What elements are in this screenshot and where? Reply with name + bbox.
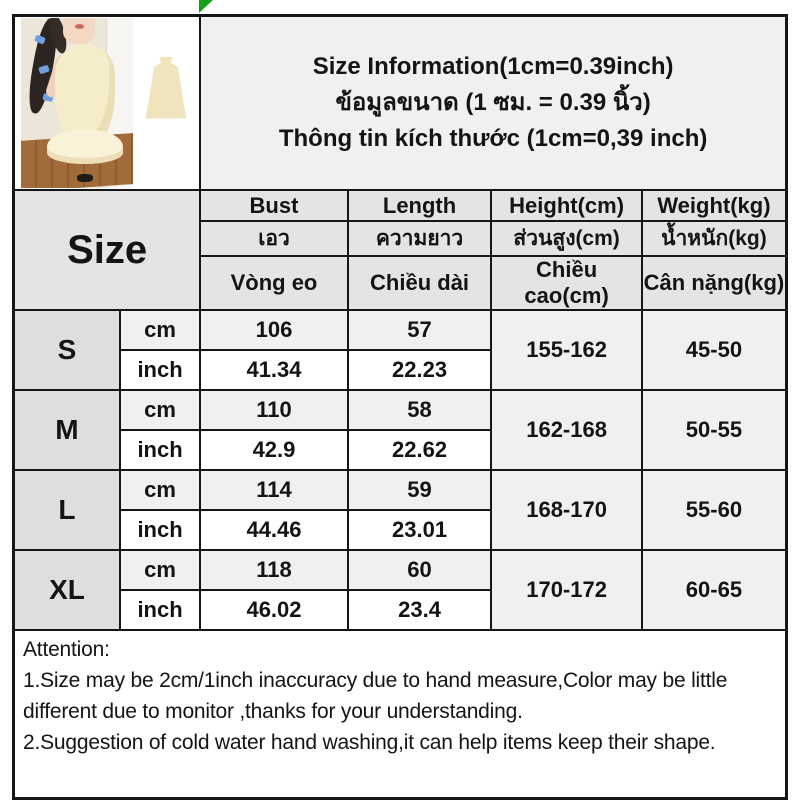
- photo-sandal: [77, 174, 93, 182]
- col-header-bust-th: เอว: [200, 221, 348, 256]
- col-header-weight-th: น้ำหนัก(kg): [642, 221, 787, 256]
- bust-cm-m: 110: [200, 390, 348, 430]
- model-photo: [21, 18, 133, 188]
- length-cm-s: 57: [348, 310, 492, 350]
- length-inch-xl: 23.4: [348, 590, 492, 630]
- column-header-row-en: [14, 190, 787, 221]
- table-row-m-cm: [14, 390, 787, 430]
- size-info-title-cell: [200, 16, 786, 191]
- bust-inch-l: 44.46: [200, 510, 348, 550]
- unit-label-cm: cm: [120, 550, 200, 590]
- height-range-xl: 170-172: [491, 550, 642, 630]
- attention-note-1: 1.Size may be 2cm/1inch inaccuracy due to hand measure,Color may be little different due to monitor ,thanks for your understanding.: [23, 669, 728, 723]
- col-header-height-vi: Chiều cao(cm): [491, 256, 642, 310]
- height-range-m: 162-168: [491, 390, 642, 470]
- unit-label-inch: inch: [120, 350, 200, 390]
- unit-label-cm: cm: [120, 390, 200, 430]
- unit-label-inch: inch: [120, 430, 200, 470]
- unit-label-cm: cm: [120, 470, 200, 510]
- product-garment-shape: [143, 57, 189, 121]
- photo-dress-ruffle: [47, 130, 123, 164]
- bust-cm-xl: 118: [200, 550, 348, 590]
- title-english: Size Information(1cm=0.39inch): [312, 53, 674, 80]
- photo-lips: [75, 24, 84, 29]
- table-row-s-cm: [14, 310, 787, 350]
- product-photos-cell: [14, 16, 201, 191]
- header-row-top: [14, 16, 787, 191]
- attention-row: [14, 630, 787, 799]
- size-label-m: M: [14, 390, 120, 470]
- col-header-weight-vi: Cân nặng(kg): [642, 256, 787, 310]
- weight-range-l: 55-60: [642, 470, 787, 550]
- bust-cm-s: 106: [200, 310, 348, 350]
- length-inch-l: 23.01: [348, 510, 492, 550]
- length-inch-m: 22.62: [348, 430, 492, 470]
- bust-inch-m: 42.9: [200, 430, 348, 470]
- photo-face: [63, 18, 95, 44]
- col-header-length-vi: Chiều dài: [348, 256, 492, 310]
- bust-inch-xl: 46.02: [200, 590, 348, 630]
- product-thumbnail: [143, 57, 189, 121]
- col-header-weight-en: Weight(kg): [642, 190, 787, 221]
- length-cm-xl: 60: [348, 550, 492, 590]
- col-header-length-th: ความยาว: [348, 221, 492, 256]
- length-cm-m: 58: [348, 390, 492, 430]
- weight-range-s: 45-50: [642, 310, 787, 390]
- size-label-l: L: [14, 470, 120, 550]
- unit-label-inch: inch: [120, 510, 200, 550]
- length-inch-s: 22.23: [348, 350, 492, 390]
- size-header-cell: Size: [14, 190, 201, 310]
- col-header-height-th: ส่วนสูง(cm): [491, 221, 642, 256]
- bust-inch-s: 41.34: [200, 350, 348, 390]
- unit-label-cm: cm: [120, 310, 200, 350]
- attention-heading: Attention:: [23, 638, 110, 661]
- title-vietnamese: Thông tin kích thước (1cm=0,39 inch): [278, 125, 708, 152]
- size-label-s: S: [14, 310, 120, 390]
- weight-range-m: 50-55: [642, 390, 787, 470]
- height-range-l: 168-170: [491, 470, 642, 550]
- col-header-bust-vi: Vòng eo: [200, 256, 348, 310]
- col-header-length-en: Length: [348, 190, 492, 221]
- title-thai: ข้อมูลขนาด (1 ซม. = 0.39 นิ้ว): [335, 89, 651, 116]
- table-row-l-cm: [14, 470, 787, 510]
- attention-note-2: 2.Suggestion of cold water hand washing,it can help items keep their shape.: [23, 731, 716, 754]
- green-corner-marker-icon: [199, 0, 213, 13]
- size-chart-table: [12, 14, 788, 800]
- col-header-height-en: Height(cm): [491, 190, 642, 221]
- length-cm-l: 59: [348, 470, 492, 510]
- size-label-xl: XL: [14, 550, 120, 630]
- bust-cm-l: 114: [200, 470, 348, 510]
- weight-range-xl: 60-65: [642, 550, 787, 630]
- col-header-bust-en: Bust: [200, 190, 348, 221]
- photo-wrap: [15, 17, 199, 189]
- table-row-xl-cm: [14, 550, 787, 590]
- height-range-s: 155-162: [491, 310, 642, 390]
- unit-label-inch: inch: [120, 590, 200, 630]
- attention-section: [14, 630, 787, 799]
